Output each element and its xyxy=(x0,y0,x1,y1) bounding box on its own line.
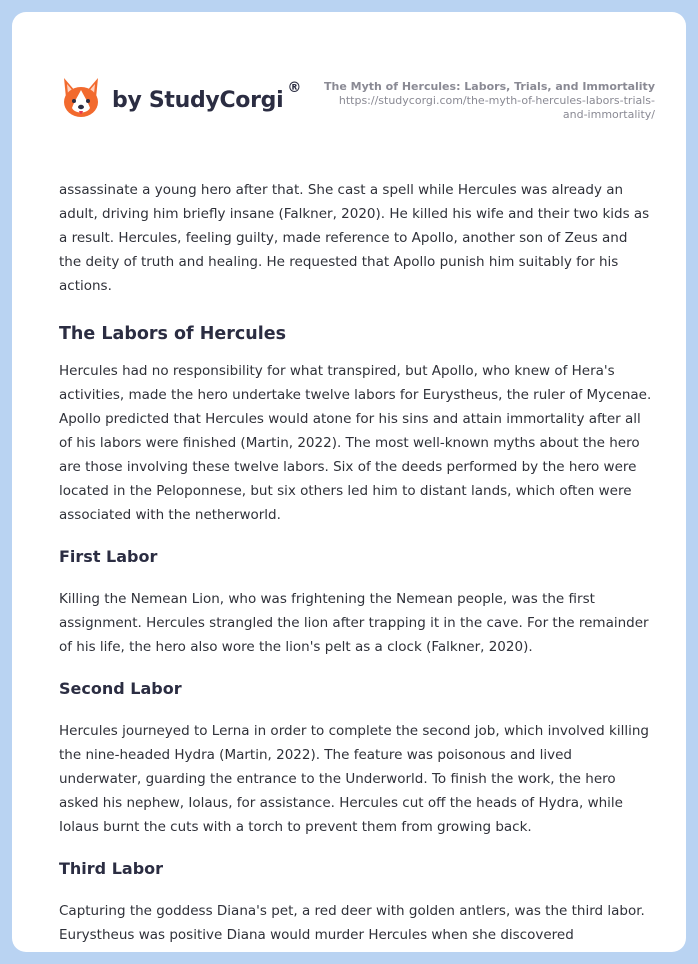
subheading-third-labor: Third Labor xyxy=(59,859,164,878)
document-page xyxy=(12,12,686,952)
brand-name: by StudyCorgi xyxy=(112,87,284,113)
corgi-icon xyxy=(60,76,102,120)
studycorgi-logo[interactable] xyxy=(60,76,301,120)
third-labor-paragraph: Capturing the goddess Diana's pet, a red deer with golden antlers, was the third labor. Eurystheus was positive Diana would murder Hercules when she discovered xyxy=(59,903,645,943)
subheading-first-labor: First Labor xyxy=(59,547,158,566)
document-title: The Myth of Hercules: Labors, Trials, and Immortality xyxy=(324,80,655,93)
document-meta xyxy=(315,79,655,122)
registered-mark: ® xyxy=(287,80,302,96)
article-body xyxy=(59,178,653,947)
labors-paragraph: Hercules had no responsibility for what transpired, but Apollo, who knew of Hera's activities, made the hero undertake twelve labors for Eurystheus, the ruler of Mycenae. Apollo predicted that Hercules would atone for his sins and attain immortality after all of his labors were finished (Martin, 2022). The most well-known myths about the hero are those involving these twelve labors. Six of the deeds performed by the hero were located in the Peloponnese, but six others led him to distant lands, which often were associated with the netherworld. xyxy=(59,363,652,523)
section-heading-labors: The Labors of Hercules xyxy=(59,324,286,344)
document-url-line-1[interactable]: https://studycorgi.com/the-myth-of-hercules-labors-trials- xyxy=(338,94,655,107)
page-header xyxy=(12,12,686,162)
intro-paragraph: assassinate a young hero after that. She cast a spell while Hercules was already an adult, driving him briefly insane (Falkner, 2020). He killed his wife and their two kids as a result. Hercules, feeling guilty, made reference to Apollo, another son of Zeus and the deity of truth and healing. He requested that Apollo punish him suitably for his actions. xyxy=(59,182,650,294)
second-labor-paragraph: Hercules journeyed to Lerna in order to complete the second job, which involved killing the nine-headed Hydra (Martin, 2022). The feature was poisonous and lived underwater, guarding the entrance to the Underworld. To finish the work, the hero asked his nephew, Iolaus, for assistance. Hercules cut off the heads of Hydra, while Iolaus burnt the cuts with a torch to prevent them from growing back. xyxy=(59,723,649,835)
first-labor-paragraph: Killing the Nemean Lion, who was frightening the Nemean people, was the first assignment. Hercules strangled the lion after trapping it in the cave. For the remainder of his life, the hero also wore the lion's pelt as a clock (Falkner, 2020). xyxy=(59,591,649,655)
subheading-second-labor: Second Labor xyxy=(59,679,182,698)
document-url-line-2[interactable]: and-immortality/ xyxy=(562,108,655,121)
